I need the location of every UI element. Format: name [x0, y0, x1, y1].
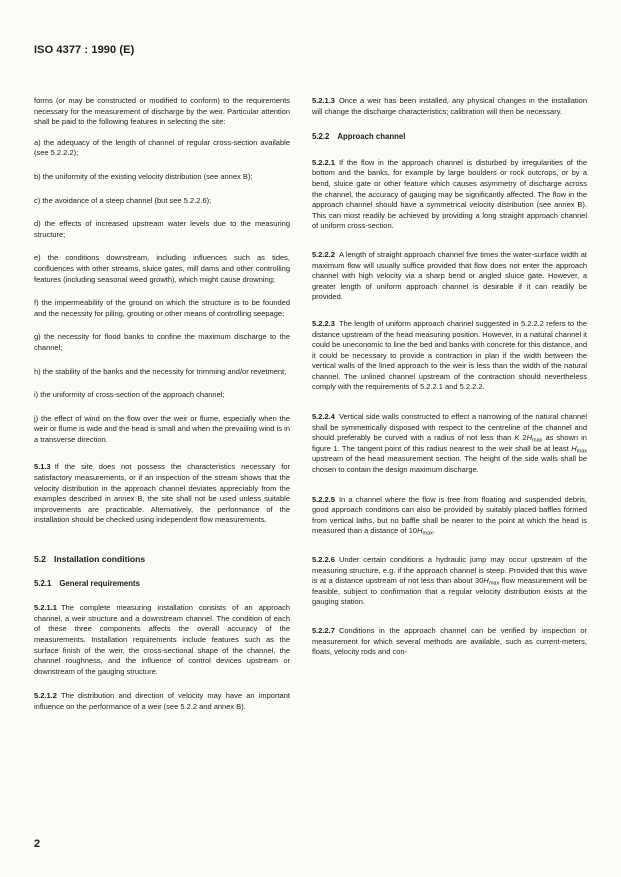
clause-text-part-1: Vertical side walls constructed to effect a narrowing of the natural channel shall be symmetrically disposed with respect to the centreline of the channel and should preferably be curved with a radius of not less than [312, 412, 587, 443]
clause-number: 5.2.2.4 [312, 412, 335, 422]
clause-text-part-2: . [432, 526, 435, 536]
clause-5-2-2-5 [312, 495, 587, 537]
list-item-d: d) the effects of increased upstream water levels due to the measuring structure; [34, 219, 290, 239]
math-two: 2 [522, 433, 527, 443]
standard-header: ISO 4377 : 1990 (E) [34, 44, 135, 56]
clause-number: 5.1.3 [34, 462, 51, 472]
list-item-f: f) the impermeability of the ground on which the structure is to be founded and the necessity for piling, grouting or other means of controlling seepage; [34, 298, 290, 318]
list-item-c: c) the avoidance of a steep channel (but see 5.2.2.6); [34, 195, 212, 205]
math-h: H [417, 526, 423, 536]
subsection-number: 5.2.2 [312, 132, 330, 142]
intro-paragraph: forms (or may be constructed or modified to conform) to the requirements necessary for the measurement of discharge by the weir. Particular attention shall be paid to the following features in selecting the site: [34, 96, 290, 127]
clause-text: The distribution and direction of velocity may have an important influence on the performance of a weir (see 5.2.2 and annex B). [34, 691, 290, 711]
clause-text: If the site does not possess the characteristics necessary for satisfactory measurements, or if an inspection of the stream shows that the velocity distribution in the approach channel deviates appreciably from the examples described in annex B, the site shall not be used unless suitable improvements are practicable. Alternatively, the performance of the installation should be checked using independent flow measurements. [34, 462, 290, 525]
clause-number: 5.2.1.1 [34, 603, 57, 613]
list-item-b: b) the uniformity of the existing velocity distribution (see annex B); [34, 171, 253, 181]
list-item-h: h) the stability of the banks and the necessity for trimming and/or revetment; [34, 366, 287, 376]
clause-5-2-1-1 [34, 603, 290, 677]
list-item-g: g) the necessity for flood banks to confine the maximum discharge to the channel; [34, 332, 290, 352]
math-thirty: 30 [475, 576, 484, 586]
math-ten: 10 [408, 526, 418, 536]
subsection-number: 5.2.1 [34, 578, 52, 588]
list-item-j: j) the effect of wind on the flow over the weir or flume, especially when the weir or flume is wide and the head is small and when the prevailing wind is in a transverse direction. [34, 413, 290, 444]
clause-number: 5.2.2.1 [312, 157, 335, 167]
section-heading-5-2 [34, 554, 290, 565]
right-column [312, 96, 587, 658]
clause-text-part-2: as shown in figure 1. The tangent point of this radius nearest to the weir shall be at least [312, 433, 587, 453]
clause-5-2-2-4 [312, 412, 587, 476]
math-h: H [483, 576, 489, 586]
clause-5-1-3 [34, 462, 290, 526]
clause-5-2-2-1 [312, 158, 587, 232]
clause-text: Once a weir has been installed, any physical changes in the installation will change the discharge characteristics; calibration will then be necessary. [312, 96, 587, 116]
clause-text: Conditions in the approach channel can be verified by inspection or measurement for which several methods are available, such as current-meters, floats, velocity rods and con- [312, 625, 587, 657]
list-item-i: i) the uniformity of cross-section of the approach channel; [34, 390, 225, 400]
clause-number: 5.2.2.5 [312, 494, 335, 504]
clause-5-2-2-3 [312, 319, 587, 393]
clause-number: 5.2.1.3 [312, 96, 335, 105]
clause-5-2-2-2 [312, 250, 587, 303]
clause-5-2-1-2 [34, 691, 290, 712]
clause-text: If the flow in the approach channel is disturbed by irregularities of the bottom and the banks, for example by large boulders or rock outcrops, or by a bend, sluice gate or other feature which causes asymmetry of discharge across the channel, the accuracy of gauging may be significantly affected. The flow in the approach channel should have a symmetrical velocity distribution (see annex B). This can most readily be achieved by providing a long straight approach channel of uniform cross-section. [312, 157, 587, 231]
page-number: 2 [34, 838, 41, 850]
clause-text: The length of uniform approach channel suggested in 5.2.2.2 refers to the distance upstream of the head measuring position. However, in a natural channel it could be uneconomic to line the bed and banks with concrete for this distance, and it could be necessary to provide a contraction in plan if the width between the vertical walls of the lined approach to the weir is less than the width of the natural channel. The unlined channel upstream of the contraction should nevertheless comply with the requirements of 5.2.2.1 and 5.2.2.2. [312, 318, 587, 392]
math-max-subscript: max [576, 448, 587, 455]
clause-text: A length of straight approach channel five times the water-surface width at maximum flow will usually suffice provided that flow does not enter the approach channel with high velocity via a sharp bend or angled sluice gate. However, a greater length of uniform approach channel is desirable if it can readily be provided. [312, 249, 587, 302]
subsection-title: General requirements [59, 578, 140, 588]
clause-number: 5.2.2.6 [312, 555, 335, 564]
clause-5-2-2-7 [312, 626, 587, 658]
clause-text-part-1: In a channel where the flow is free from floating and suspended debris, good approach conditions can also be provided by suitably placed baffles formed from vertical laths, but no baffle shall be nearer to the point at which the head is measured than a distance of [312, 494, 587, 536]
clause-text-part-2: flow measurement will be feasible, subject to confirmation that a regular velocity distribution exists at the gauging station. [312, 576, 587, 607]
list-item-a: a) the adequacy of the length of channel of regular cross-section available (see 5.2.2.2); [34, 137, 290, 158]
clause-text-part-1: Under certain conditions a hydraulic jump may occur upstream of the measuring structure, e.g. if the approach channel is steep. Provided that this wave is at a distance upstream of not less than about [312, 555, 587, 586]
clause-5-2-1-3 [312, 96, 587, 117]
math-max-subscript: max [488, 580, 500, 587]
math-h: H [526, 433, 533, 443]
clause-text: The complete measuring installation consists of an approach channel, a weir structure and a downstream channel. The condition of each of these three components affects the overall accuracy of the measurements. Installation requirements include features such as the surface finish of the weir, the cross-sectional shape of the channel, the channel roughness, and the influence of control devices upstream or downstream of the gauging structure. [34, 603, 290, 676]
left-column [34, 96, 290, 713]
subsection-title: Approach channel [337, 132, 406, 142]
subsection-heading-5-2-2 [312, 132, 587, 143]
clause-5-2-2-6 [312, 555, 587, 608]
clause-number: 5.2.2.2 [312, 249, 335, 259]
subsection-heading-5-2-1 [34, 579, 290, 590]
clause-number: 5.2.2.3 [312, 318, 335, 328]
section-number: 5.2 [34, 554, 46, 565]
list-item-e: e) the conditions downstream, including influences such as tides, confluences with other streams, sluice gates, mill dams and other controlling features (including seasonal weed growth), which might cause drowning; [34, 253, 290, 284]
clause-number: 5.2.1.2 [34, 691, 57, 701]
math-k: K [514, 433, 520, 443]
clause-text-part-3: upstream of the head measurement section. The height of the side walls shall be chosen to contain the design maximum discharge. [312, 454, 587, 475]
section-title: Installation conditions [53, 554, 146, 565]
math-h: H [571, 443, 577, 453]
clause-number: 5.2.2.7 [312, 625, 335, 635]
math-max-subscript: max [532, 437, 543, 444]
math-max-subscript: max [422, 530, 433, 537]
